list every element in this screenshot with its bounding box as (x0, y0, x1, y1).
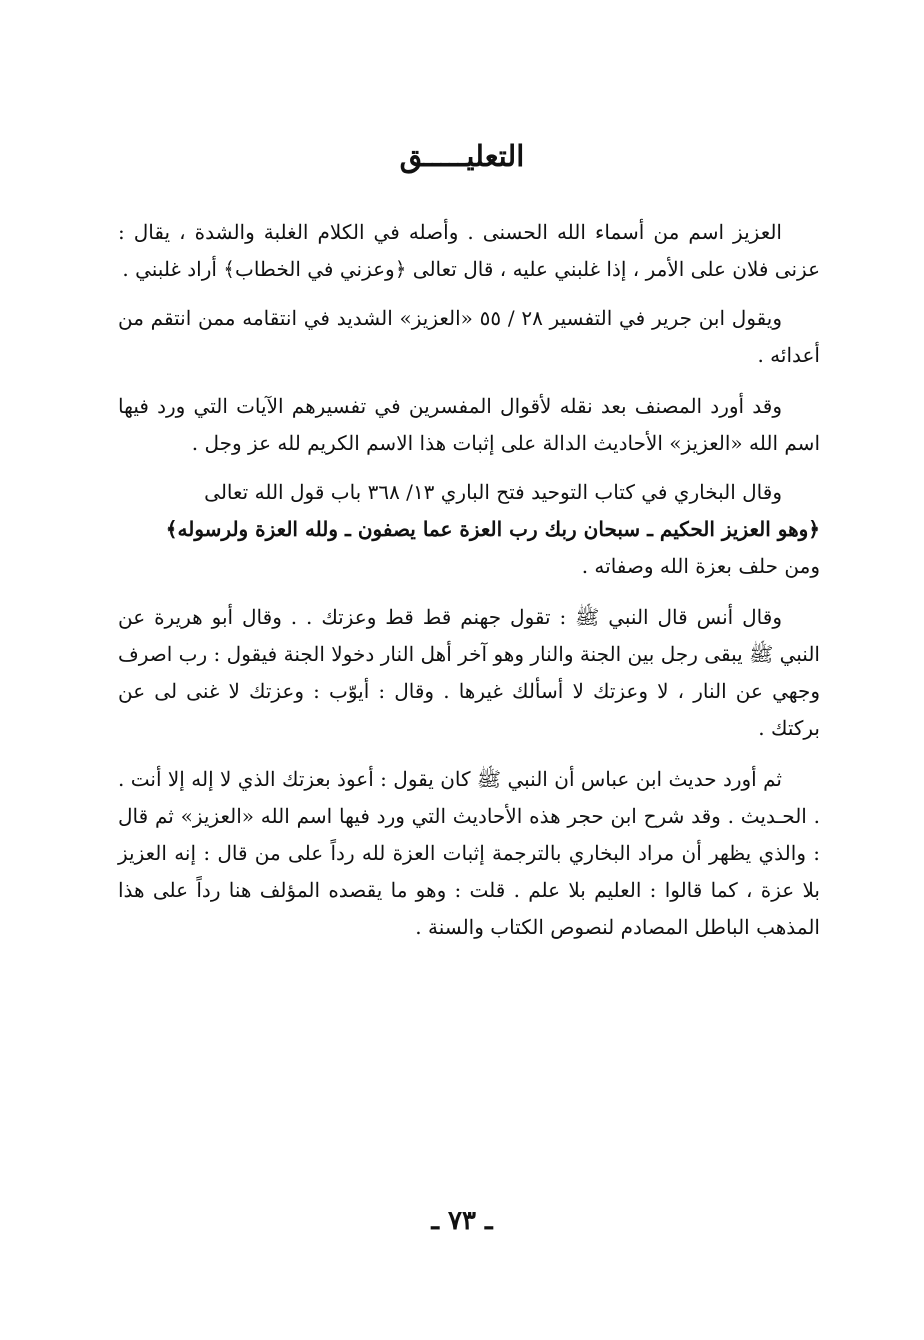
paragraph-anas-hadith: وقال أنس قال النبي ﷺ : تقول جهنم قط قط وعزتك . . وقال أبو هريرة عن النبي ﷺ يبقى رجل بين الجنة والنار وهو آخر أهل النار دخولا الجنة فيقول : رب اصرف وجهي عن النار ، لا وعزتك لا أسألك غيرها . وقال : أيوّب : وعزتك لا غنى لى عن بركتك . (118, 605, 820, 740)
page-title: التعليـــــق (399, 139, 525, 173)
paragraph-oath-by-glory: ومن حلف بعزة الله وصفاته . (581, 554, 820, 578)
commentary-body (118, 214, 820, 958)
paragraph-ibn-jarir: ويقول ابن جرير في التفسير ٢٨ / ٥٥ «العزيز» الشديد في انتقامه ممن انتقم من أعدائه . (118, 306, 820, 367)
paragraph-ibn-abbas-hadith: ثم أورد حديث ابن عباس أن النبي ﷺ كان يقول : أعوذ بعزتك الذي لا إله إلا أنت . . الحـديث . وقد شرح ابن حجر هذه الأحاديث التي ورد فيها اسم الله «العزيز» ثم قال : والذي يظهر أن مراد البخاري بالترجمة إثبات العزة لله رداً على من قال : إنه العزيز بلا عزة ، كما قالوا : العليم بلا علم . قلت : وهو ما يقصده المؤلف هنا رداً على هذا المذهب الباطل المصادم لنصوص الكتاب والسنة . (118, 767, 820, 939)
quranic-verse-quote: ﴿وهو العزيز الحكيم ـ سبحان ربك رب العزة عما يصفون ـ ولله العزة ولرسوله﴾ (165, 517, 820, 541)
paragraph-author-hadiths: وقد أورد المصنف بعد نقله لأقوال المفسرين في تفسيرهم الآيات التي ورد فيها اسم الله «العزيز» الأحاديث الدالة على إثبات هذا الاسم الكريم لله عز وجل . (118, 394, 820, 455)
paragraph-bukhari-chapter: وقال البخاري في كتاب التوحيد فتح الباري ١٣/ ٣٦٨ باب قول الله تعالى (204, 480, 782, 504)
page-number: ـ ٧٣ ـ (431, 1206, 493, 1236)
paragraph-definition: العزيز اسم من أسماء الله الحسنى . وأصله في الكلام الغلبة والشدة ، يقال : عزنى فلان على الأمر ، إذا غلبني عليه ، قال تعالى ﴿وعزني في الخطاب﴾ أراد غلبني . (118, 220, 820, 281)
